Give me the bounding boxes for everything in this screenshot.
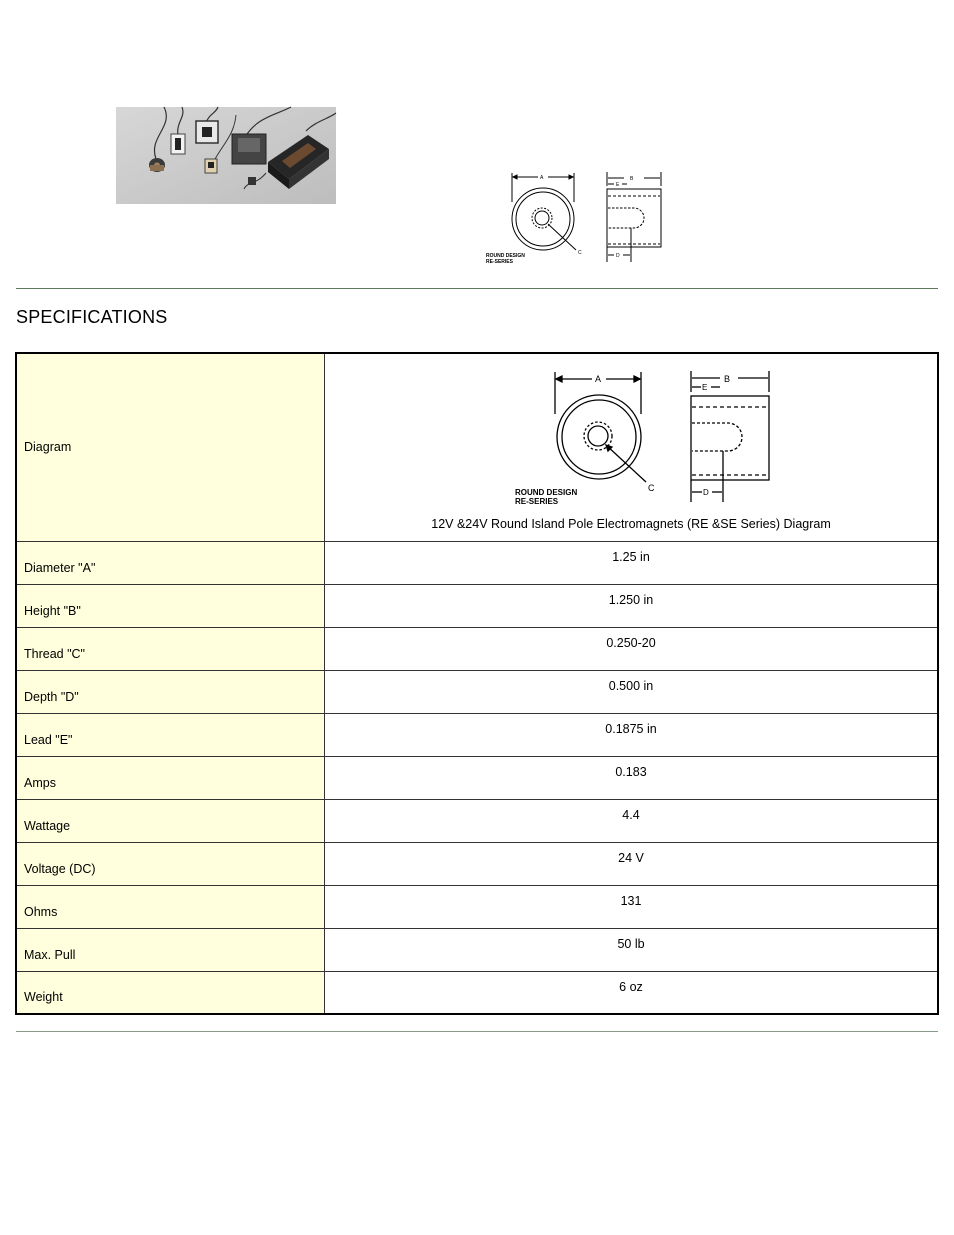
spec-value: 24 V (325, 842, 939, 885)
dim-b-label: B (630, 176, 634, 182)
table-row (16, 584, 938, 627)
spec-value: 0.183 (325, 756, 939, 799)
top-diagram-text-1: ROUND DESIGN (486, 253, 525, 259)
diagram-cell (325, 353, 939, 541)
dim-e-label: E (616, 182, 620, 188)
spec-label: Max. Pull (16, 928, 325, 971)
spec-label: Weight (16, 971, 325, 1014)
table-row (16, 627, 938, 670)
spec-value: 131 (325, 885, 939, 928)
diagram-caption: 12V &24V Round Island Pole Electromagnets (RE &SE Series) Diagram (431, 517, 831, 531)
dim-e-label: E (702, 383, 708, 392)
table-row (16, 713, 938, 756)
specifications-table (15, 352, 939, 1015)
spec-value: 0.250-20 (325, 627, 939, 670)
spec-label: Voltage (DC) (16, 842, 325, 885)
table-row-diagram (16, 353, 938, 541)
dim-a-label: A (595, 374, 602, 384)
spec-value: 0.500 in (325, 670, 939, 713)
spec-label: Amps (16, 756, 325, 799)
dim-a-label: A (540, 175, 544, 181)
spec-label: Lead "E" (16, 713, 325, 756)
spec-value: 6 oz (325, 971, 939, 1014)
spec-label: Height "B" (16, 584, 325, 627)
spec-label: Diagram (16, 353, 325, 541)
diagram-text-1: ROUND DESIGN (515, 488, 578, 497)
spec-value: 1.250 in (325, 584, 939, 627)
spec-label: Thread "C" (16, 627, 325, 670)
dim-c-label: C (648, 483, 655, 493)
dim-d-label: D (703, 488, 709, 497)
dim-c-label: C (578, 250, 582, 256)
bottom-divider (16, 1031, 938, 1032)
table-row (16, 971, 938, 1014)
spec-value: 0.1875 in (325, 713, 939, 756)
top-round-design-diagram (484, 170, 666, 266)
spec-value: 1.25 in (325, 541, 939, 584)
spec-label: Ohms (16, 885, 325, 928)
top-diagram-text-2: RE-SERIES (486, 259, 513, 265)
top-divider (16, 288, 938, 289)
dim-d-label: D (616, 253, 620, 259)
round-design-diagram (515, 370, 740, 506)
spec-label: Wattage (16, 799, 325, 842)
product-photo (116, 107, 336, 204)
table-row (16, 670, 938, 713)
table-row (16, 885, 938, 928)
table-row (16, 799, 938, 842)
spec-label: Diameter "A" (16, 541, 325, 584)
table-row (16, 842, 938, 885)
dim-b-label: B (724, 374, 731, 384)
spec-label: Depth "D" (16, 670, 325, 713)
table-row (16, 541, 938, 584)
table-row (16, 756, 938, 799)
section-title: SPECIFICATIONS (16, 307, 168, 327)
spec-value: 50 lb (325, 928, 939, 971)
spec-value: 4.4 (325, 799, 939, 842)
diagram-text-2: RE-SERIES (515, 497, 559, 506)
table-row (16, 928, 938, 971)
